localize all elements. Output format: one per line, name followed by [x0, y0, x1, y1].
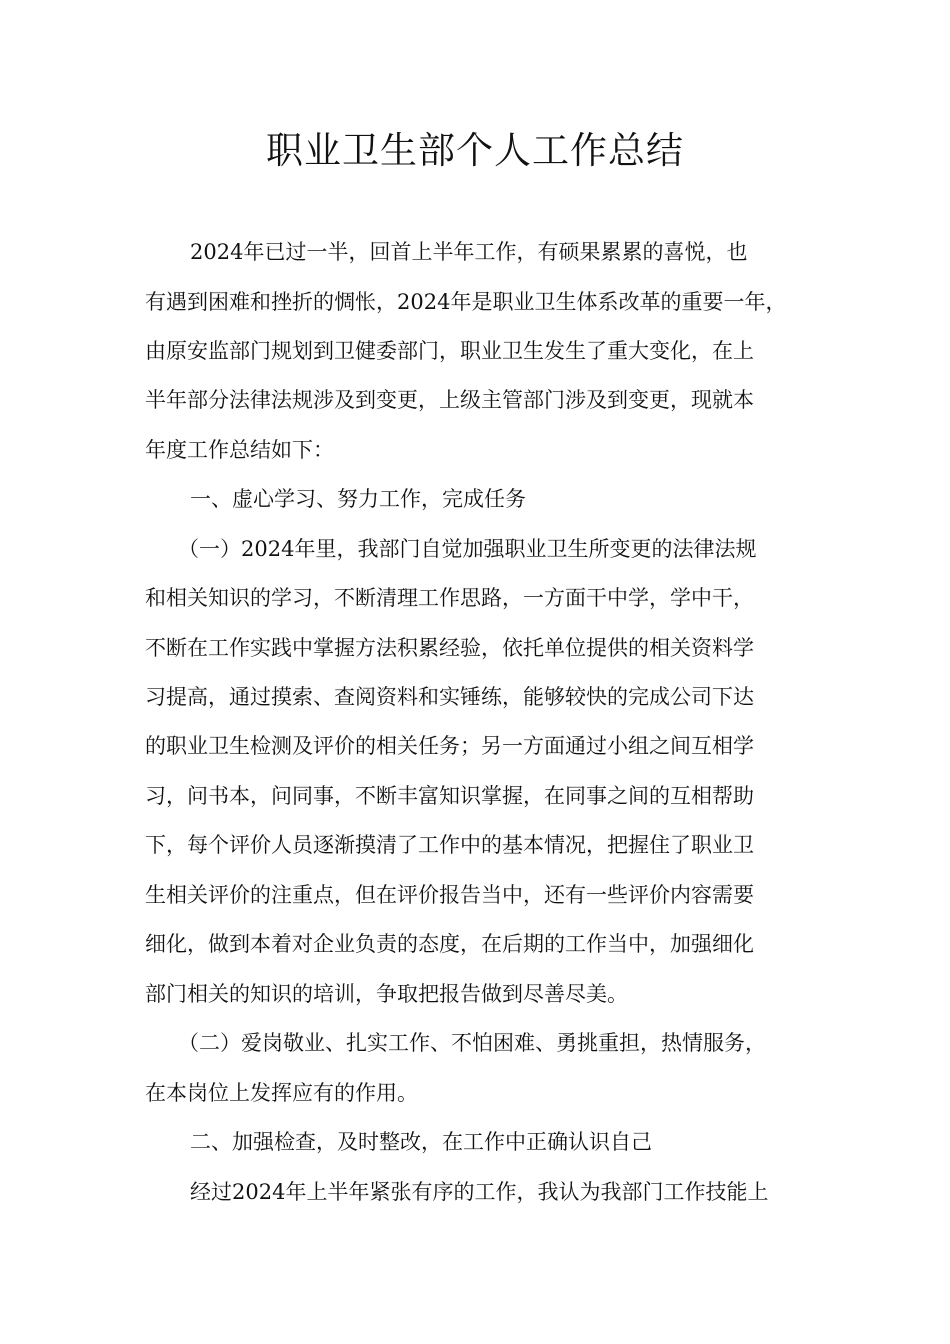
body-line-16: 部门相关的知识的培训，争取把报告做到尽善尽美。 [145, 982, 628, 1006]
body-line-17: （二）爱岗敬业、扎实工作、不怕困难、勇挑重担，热情服务， [178, 1031, 766, 1055]
body-line-12: 习，问书本，问同事，不断丰富知识掌握，在同事之间的互相帮助 [145, 784, 754, 808]
body-line-3: 由原安监部门规划到卫健委部门，职业卫生发生了重大变化，在上 [145, 339, 754, 363]
body-line-14: 生相关评价的注重点，但在评价报告当中，还有一些评价内容需要 [145, 883, 754, 907]
body-line-4: 半年部分法律法规涉及到变更，上级主管部门涉及到变更，现就本 [145, 388, 754, 412]
body-line-13: 下，每个评价人员逐渐摸清了工作中的基本情况，把握住了职业卫 [145, 833, 754, 857]
body-line-9: 不断在工作实践中掌握方法积累经验，依托单位提供的相关资料学 [145, 636, 754, 660]
section-heading-2: 二、加强检查，及时整改，在工作中正确认识自己 [190, 1130, 652, 1154]
body-line-8: 和相关知识的学习，不断清理工作思路，一方面干中学，学中干， [145, 586, 754, 610]
body-line-7: （一）2024年里，我部门自觉加强职业卫生所变更的法律法规 [178, 537, 757, 561]
document-title: 职业卫生部个人工作总结 [266, 129, 684, 172]
body-line-1: 2024年已过一半，回首上半年工作，有硕果累累的喜悦，也 [190, 240, 748, 264]
body-line-20: 经过2024年上半年紧张有序的工作，我认为我部门工作技能上 [190, 1180, 769, 1204]
body-line-2: 有遇到困难和挫折的惆怅，2024年是职业卫生体系改革的重要一年， [145, 290, 787, 314]
body-line-5: 年度工作总结如下： [145, 438, 334, 462]
section-heading-1: 一、虚心学习、努力工作，完成任务 [190, 487, 526, 511]
body-line-10: 习提高，通过摸索、查阅资料和实锤练，能够较快的完成公司下达 [145, 685, 754, 709]
body-line-15: 细化，做到本着对企业负责的态度，在后期的工作当中，加强细化 [145, 932, 754, 956]
body-line-18: 在本岗位上发挥应有的作用。 [145, 1081, 418, 1105]
body-line-11: 的职业卫生检测及评价的相关任务；另一方面通过小组之间互相学 [145, 734, 754, 758]
